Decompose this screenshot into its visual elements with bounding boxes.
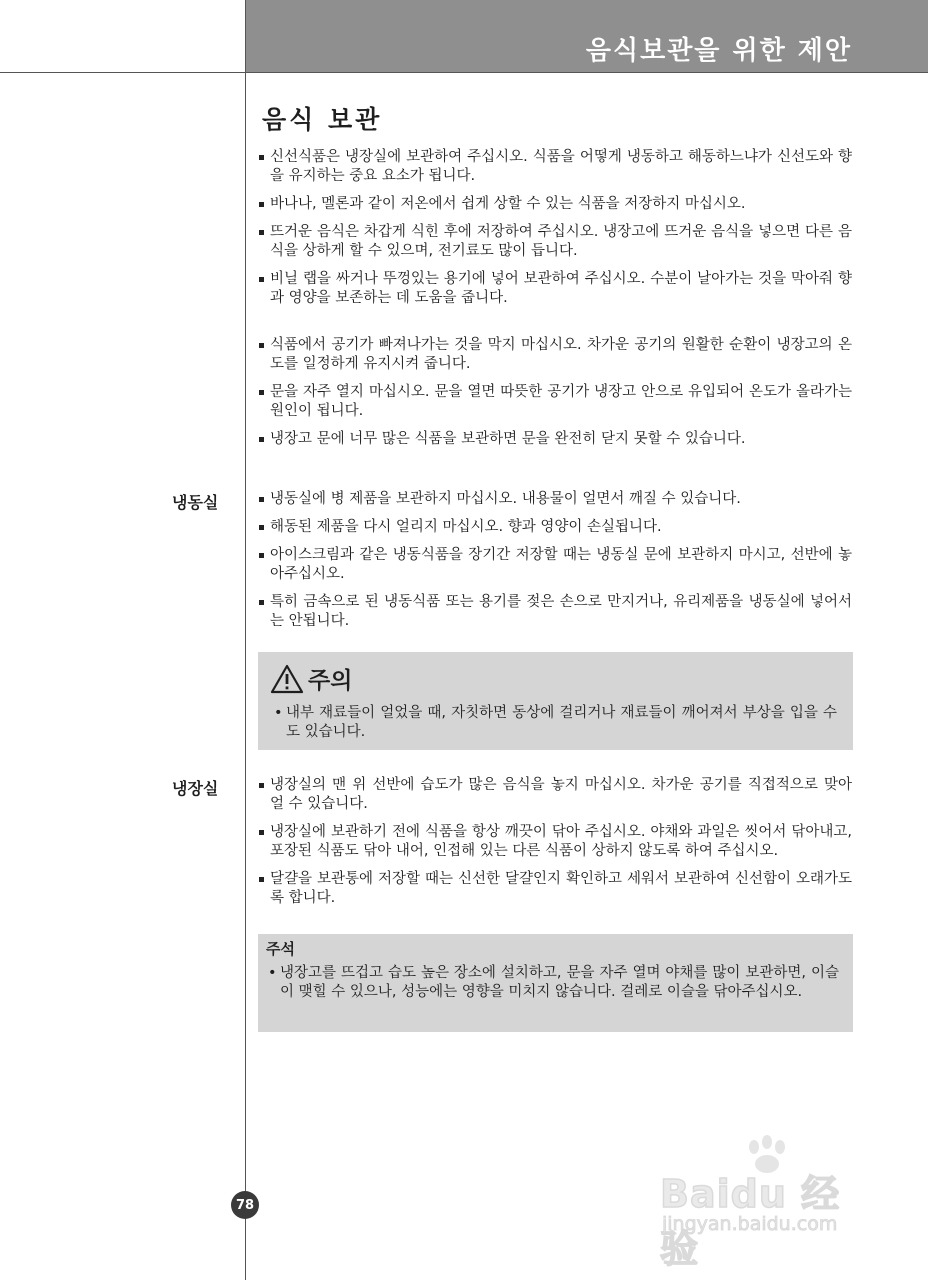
list-item: 식품에서 공기가 빠져나가는 것을 막지 마십시오. 차가운 공기의 원활한 순환이 냉장고의 온도를 일정하게 유지시켜 줍니다.: [258, 336, 852, 374]
watermark-url: jingyan.baidu.com: [662, 1213, 838, 1235]
watermark: [660, 1135, 870, 1271]
list-item: 냉동실에 병 제품을 보관하지 마십시오. 내용물이 얼면서 깨질 수 있습니다.: [258, 490, 852, 509]
list-item: 신선식품은 냉장실에 보관하여 주십시오. 식품을 어떻게 냉동하고 해동하느냐가 신선도와 향을 유지하는 중요 요소가 됩니다.: [258, 148, 852, 186]
list-item: 냉장고 문에 너무 많은 식품을 보관하면 문을 완전히 닫지 못할 수 있습니다.: [258, 430, 852, 449]
list-item: 뜨거운 음식은 차갑게 식힌 후에 저장하여 주십시오. 냉장고에 뜨거운 음식을 넣으면 다른 음식을 상하게 할 수 있으며, 전기료도 많이 듭니다.: [258, 223, 852, 261]
note-box: [258, 934, 853, 1032]
list-item: 냉장실의 맨 위 선반에 습도가 많은 음식을 놓지 마십시오. 차가운 공기를 직접적으로 맞아 얼 수 있습니다.: [258, 776, 852, 814]
header-band: [246, 0, 928, 72]
left-margin-rule: [245, 0, 246, 1280]
general-list: [258, 148, 852, 317]
fridge-label: 냉장실: [172, 779, 219, 798]
list-item: 해동된 제품을 다시 얼리지 마십시오. 향과 영양이 손실됩니다.: [258, 518, 852, 537]
caution-box: [258, 652, 853, 750]
list-item: 달걀을 보관통에 저장할 때는 신선한 달걀인지 확인하고 세워서 보관하여 신선함이 오래가도록 합니다.: [258, 870, 852, 908]
list-item: 아이스크림과 같은 냉동식품을 장기간 저장할 때는 냉동실 문에 보관하지 마시고, 선반에 놓아주십시오.: [258, 546, 852, 584]
caution-heading: [270, 662, 352, 695]
general-list-2: [258, 336, 852, 458]
caution-text: [274, 704, 837, 742]
note-text: [268, 964, 839, 1002]
bullet-dot: •: [268, 965, 277, 981]
page-number: 78: [231, 1191, 259, 1219]
bullet-dot: •: [274, 705, 283, 721]
list-item: 비닐 랩을 싸거나 뚜껑있는 용기에 넣어 보관하여 주십시오. 수분이 날아가는 것을 막아줘 향과 영양을 보존하는 데 도움을 줍니다.: [258, 270, 852, 308]
warning-triangle-icon: [270, 664, 304, 694]
freezer-label: 냉동실: [172, 493, 219, 512]
list-item: 특히 금속으로 된 냉동식품 또는 용기를 젖은 손으로 만지거나, 유리제품을 냉동실에 넣어서는 안됩니다.: [258, 593, 852, 631]
list-item: 냉장실에 보관하기 전에 식품을 항상 깨끗이 닦아 주십시오. 야채와 과일은 씻어서 닦아내고, 포장된 식품도 닦아 내어, 인접해 있는 다른 식품이 상하지 않도록 하여 주십시오.: [258, 823, 852, 861]
fridge-list: [258, 776, 852, 917]
list-item: 문을 자주 열지 마십시오. 문을 열면 따뜻한 공기가 냉장고 안으로 유입되어 온도가 올라가는 원인이 됩니다.: [258, 383, 852, 421]
caution-title: 주의: [308, 668, 353, 694]
list-item: 바나나, 멜론과 같이 저온에서 쉽게 상할 수 있는 식품을 저장하지 마십시오.: [258, 195, 852, 214]
note-title: 주석: [266, 940, 295, 958]
caution-body: 내부 재료들이 얼었을 때, 자칫하면 동상에 걸리거나 재료들이 깨어져서 부상을 입을 수도 있습니다.: [286, 705, 837, 740]
header-rule: [0, 72, 928, 73]
freezer-list: [258, 490, 852, 640]
watermark-brand: Baidu 经验: [660, 1172, 841, 1271]
note-body: 냉장고를 뜨겁고 습도 높은 장소에 설치하고, 문을 자주 열며 야채를 많이 보관하면, 이슬이 맺힐 수 있으나, 성능에는 영향을 미치지 않습니다. 걸레로 이슬을 닦아주십시오.: [280, 965, 839, 1000]
section-title: 음식 보관: [262, 105, 383, 134]
chapter-title: 음식보관을 위한 제안: [585, 36, 852, 66]
